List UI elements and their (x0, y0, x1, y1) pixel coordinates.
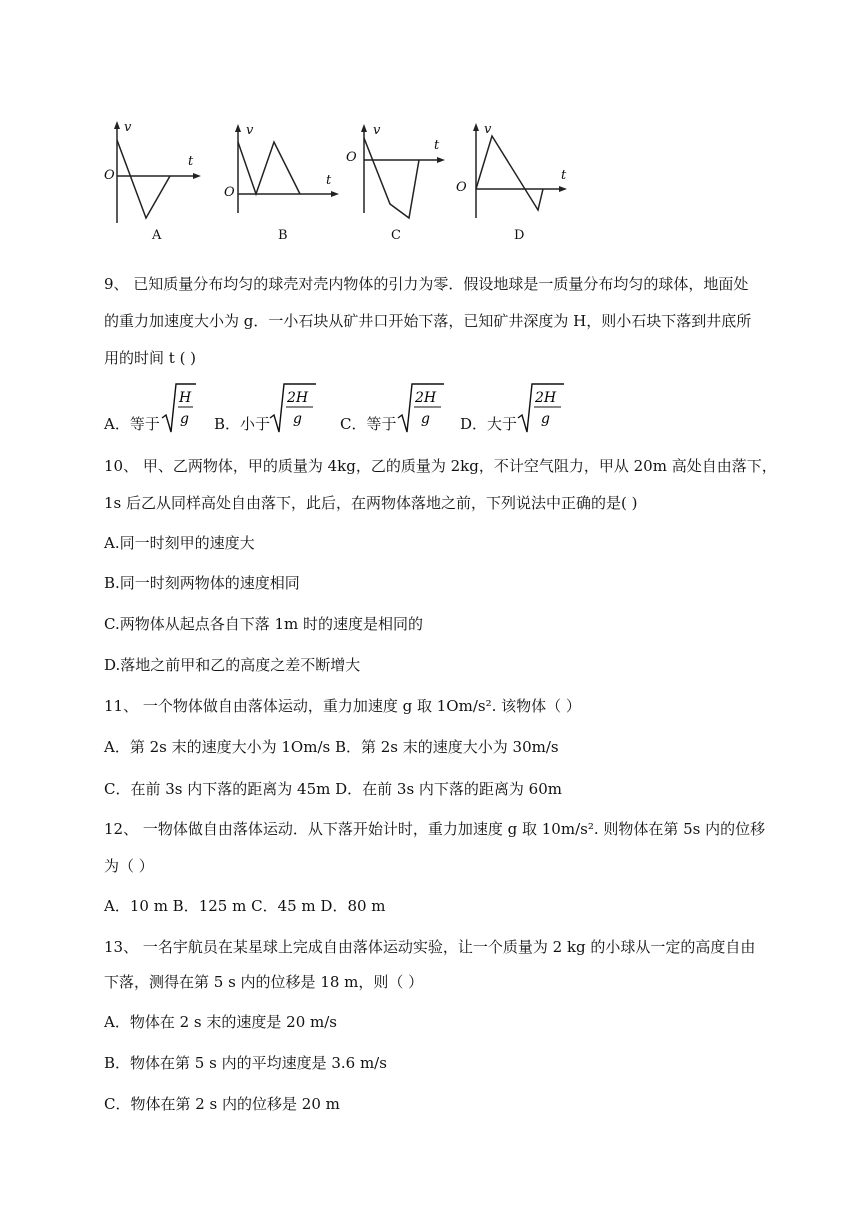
graph-b-plot (222, 118, 342, 228)
q12-line-3: A．10 m B．125 m C．45 m D．80 m (104, 897, 386, 915)
graph-a-letter: A (152, 228, 162, 243)
graph-c-letter: C (391, 228, 401, 243)
graph-a-origin-label: O (104, 168, 115, 183)
q9-option-b-label: B．小于 (214, 415, 271, 433)
q9-option-a (104, 382, 204, 434)
graph-d-v-label: v (484, 122, 492, 137)
graph-b-letter: B (278, 228, 288, 243)
option-b-numerator: 2H (287, 390, 309, 406)
graph-a-plot (104, 118, 204, 228)
sqrt-2h-over-g (396, 382, 444, 434)
q13-line-1: 13、 一名宇航员在某星球上完成自由落体运动实验，让一个质量为 2 kg 的小球从一定的高度自由 (104, 938, 756, 956)
graph-c-t-label: t (434, 138, 440, 153)
sqrt-2h-over-g (268, 382, 316, 434)
graph-d-t-label: t (561, 168, 567, 183)
q11-line-2: A．第 2s 末的速度大小为 1Om/s B．第 2s 末的速度大小为 30m/s (104, 738, 559, 756)
q13-option-b: B．物体在第 5 s 内的平均速度是 3.6 m/s (104, 1054, 387, 1072)
q9-line-1: 9、 已知质量分布均匀的球壳对壳内物体的引力为零．假设地球是一质量分布均匀的球体，地面处 (104, 275, 749, 293)
option-d-denominator: g (541, 411, 550, 427)
graph-b-t-label: t (326, 173, 332, 188)
option-c-numerator: 2H (415, 390, 437, 406)
q9-option-c (340, 382, 450, 434)
sqrt-h-over-g (160, 382, 196, 434)
q10-option-d: D.落地之前甲和乙的高度之差不断增大 (104, 656, 361, 674)
option-d-numerator: 2H (535, 390, 557, 406)
graph-c-v-label: v (373, 123, 381, 138)
q9-option-d (460, 382, 570, 434)
option-b-denominator: g (293, 411, 302, 427)
q9-option-c-label: C．等于 (340, 415, 397, 433)
option-c-denominator: g (421, 411, 430, 427)
graph-b (222, 118, 342, 248)
graph-c-plot (344, 118, 454, 228)
q9-line-3: 用的时间 t ( ) (104, 349, 197, 367)
graph-c (344, 118, 454, 248)
q9-option-a-label: A．等于 (104, 415, 160, 433)
q13-option-a: A．物体在 2 s 末的速度是 20 m/s (104, 1013, 337, 1031)
q10-option-a: A.同一时刻甲的速度大 (104, 534, 255, 552)
graph-a (104, 118, 204, 248)
graph-d-plot (456, 118, 576, 228)
q13-option-c: C．物体在第 2 s 内的位移是 20 m (104, 1095, 340, 1113)
graph-d-letter: D (514, 228, 525, 243)
q12-line-2: 为（ ） (104, 857, 154, 875)
q10-option-b: B.同一时刻两物体的速度相同 (104, 574, 300, 592)
q9-option-b (214, 382, 324, 434)
graph-a-t-label: t (188, 154, 194, 169)
q10-line-2: 1s 后乙从同样高处自由落下，此后，在两物体落地之前，下列说法中正确的是( ) (104, 494, 638, 512)
q10-option-c: C.两物体从起点各自下落 1m 时的速度是相同的 (104, 615, 424, 633)
q9-option-d-label: D．大于 (460, 415, 518, 433)
q11-line-1: 11、 一个物体做自由落体运动，重力加速度 g 取 1Om/s². 该物体（ ） (104, 697, 581, 715)
graph-c-origin-label: O (346, 150, 357, 165)
graph-d-origin-label: O (456, 180, 467, 195)
vt-graph-options (104, 118, 584, 248)
option-a-numerator: H (179, 390, 192, 406)
q11-line-3: C．在前 3s 内下落的距离为 45m D．在前 3s 内下落的距离为 60m (104, 780, 562, 798)
q13-line-2: 下落，测得在第 5 s 内的位移是 18 m，则（ ） (104, 973, 424, 991)
q9-line-2: 的重力加速度大小为 g．一小石块从矿井口开始下落，已知矿井深度为 H，则小石块下落到井底所 (104, 312, 752, 330)
graph-d (456, 118, 576, 248)
graph-b-origin-label: O (224, 185, 235, 200)
sqrt-2h-over-g (516, 382, 564, 434)
option-a-denominator: g (180, 411, 189, 427)
graph-a-v-label: v (124, 120, 132, 135)
q10-line-1: 10、 甲、乙两物体，甲的质量为 4kg，乙的质量为 2kg，不计空气阻力，甲从 20m 高处自由落下， (104, 457, 777, 475)
q12-line-1: 12、 一物体做自由落体运动．从下落开始计时，重力加速度 g 取 10m/s². 则物体在第 5s 内的位移 (104, 820, 766, 838)
graph-b-v-label: v (246, 123, 254, 138)
